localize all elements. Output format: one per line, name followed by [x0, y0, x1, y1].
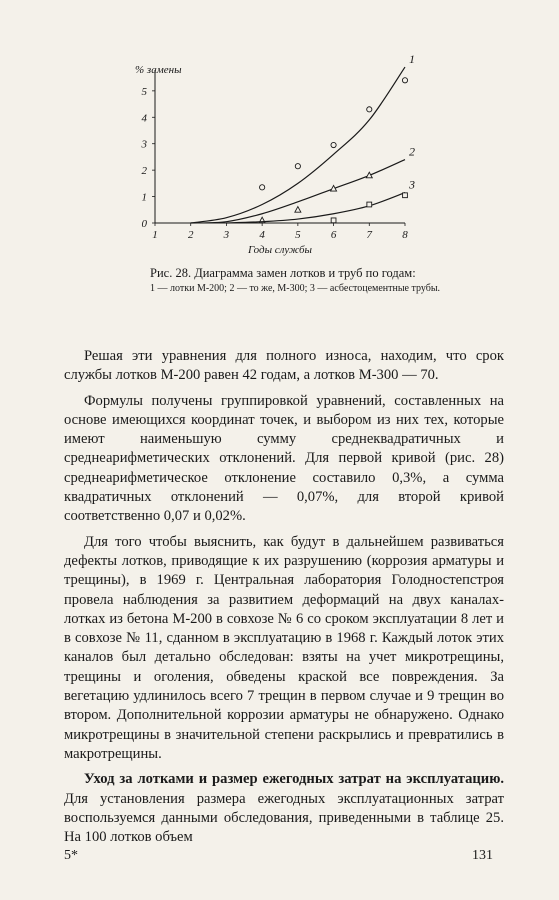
x-tick-label: 1: [152, 229, 158, 241]
series-1-point: [367, 107, 372, 112]
series-3-line: [226, 193, 405, 223]
series-3-point: [367, 202, 372, 207]
series-3-point: [331, 218, 336, 223]
y-tick-label: 4: [141, 112, 147, 125]
x-tick-label: 3: [223, 229, 230, 241]
y-tick-label: 0: [141, 218, 147, 230]
x-axis-label: Годы службы: [247, 244, 313, 256]
series-1-point: [402, 78, 407, 83]
y-tick-label: 3: [141, 138, 147, 151]
series-1-point: [295, 164, 300, 169]
paragraph-3: Для того чтобы выяснить, как будут в дальнейшем развиваться дефекты лотков, приводящие к их разрушению (коррозия арматуры и трещины), в 1969 г. Центральная лаборатория Голодностепстроя провела наблюдения за развитием деформаций на двух каналах-лотках из бетона М-200 в совхозе № 6 со сроком эксплуатации 8 лет и в совхозе № 11, сданном в эксплуатацию в 1968 г. Каждый лоток этих каналов был детально обследован: взяты на учет микротрещины, трещины и оголения, обведены краской все повреждения. За вегетацию удлинилось всего 7 трещин в первом случае и 9 трещин во втором. Дополнительной коррозии арматуры не обнаружено. Однако микротрещины в значительной степени раскрылись и превратились в макротрещины.: [64, 533, 504, 762]
series-1-point: [331, 142, 336, 147]
x-tick-label: 2: [187, 229, 194, 241]
series-3-label: 3: [409, 177, 415, 192]
paragraph-1: Решая эти уравнения для полного износа, находим, что срок службы лотков М-200 равен 42 годам, а лотков М-300 — 70.: [64, 348, 504, 384]
y-tick-label: 5: [141, 85, 147, 98]
figure-caption: [150, 266, 450, 295]
series-2-point: [295, 207, 301, 213]
y-axis-label: % замены: [135, 64, 182, 76]
series-3-point: [403, 193, 408, 198]
caption-title: Рис. 28. Диаграмма замен лотков и труб по годам:: [150, 266, 416, 280]
x-tick-label: 8: [402, 229, 408, 241]
series-1-line: [191, 67, 405, 223]
signature-mark: 5*: [64, 848, 78, 863]
series-2-label: 2: [409, 144, 415, 159]
paragraph-2: Формулы получены группировкой уравнений, составленных на основе имеющихся координат точек, и выбором из них тех, которые имеют наименьшую сумму среднеквадратичных и среднеарифметических отклонений. Для первой кривой (рис. 28) среднеарифметическое отклонение составило 0,3%, а сумма квадратичных отклонений — 0,07%, для второй кривой соответственно 0,07 и 0,02%.: [64, 392, 504, 525]
caption-legend: 1 — лотки М-200; 2 — то же, М-300; 3 — асбестоцементные трубы.: [150, 283, 441, 294]
x-tick-label: 7: [366, 229, 373, 241]
chart-svg: [120, 52, 420, 260]
page-number: 131: [472, 848, 493, 863]
body-text: [64, 347, 504, 853]
series-1-label: 1: [409, 52, 415, 67]
x-tick-label: 5: [295, 229, 301, 241]
paragraph-4-text: Для установления размера ежегодных эксплуатационных затрат воспользуемся данными обследования, приведенными в таблице 25. На 100 лотков объем: [64, 790, 504, 846]
y-tick-label: 2: [141, 165, 147, 178]
series-1-point: [260, 185, 265, 190]
section-heading: Уход за лотками и размер ежегодных затрат на эксплуатацию.: [84, 771, 504, 788]
figure-28-chart: [120, 52, 420, 260]
x-tick-label: 4: [259, 229, 265, 241]
y-tick-label: 1: [141, 191, 147, 204]
x-tick-label: 6: [330, 229, 337, 241]
paragraph-4: [64, 770, 504, 847]
